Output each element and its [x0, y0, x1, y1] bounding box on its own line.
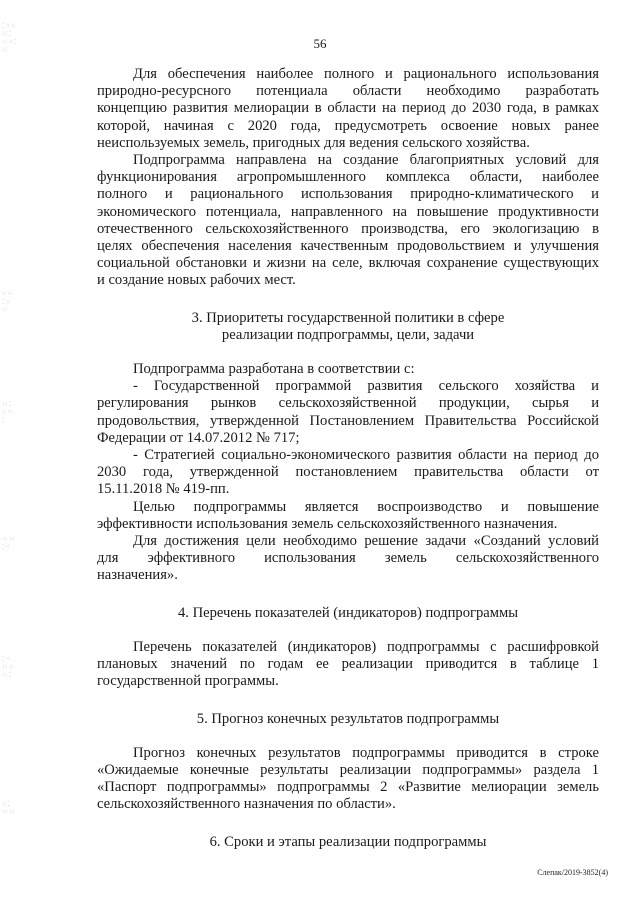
text-line: неиспользуемых земель, пригодных для ведения сельского хозяйства.	[97, 134, 530, 151]
text-line: 15.11.2018 № 419-пп.	[97, 481, 230, 498]
page-number: 56	[313, 36, 327, 51]
spacer	[97, 728, 599, 745]
text-line: Целью подпрограммы является воспроизводство и повышение	[133, 498, 599, 515]
text-line: 2030 года, утвержденной постановлением правительства области от	[97, 464, 599, 481]
text-line: государственной программы.	[97, 673, 279, 690]
text-line: Подпрограмма разработана в соответствии с:	[133, 361, 415, 378]
scan-margin-noise: ⁖⁚ ⁘⁙	[2, 800, 16, 816]
paragraph	[97, 639, 599, 691]
text-line: - Государственной программой развития сельского хозяйства и	[133, 378, 599, 395]
text-line: Перечень показателей (индикаторов) подпрограммы с расшифровкой	[133, 638, 599, 655]
paragraph	[97, 745, 599, 814]
spacer	[97, 290, 599, 310]
heading-line: 5. Прогноз конечных результатов подпрограммы	[196, 710, 500, 727]
section-heading	[97, 834, 599, 851]
text-line: Для достижения цели необходимо решение задачи «Созданий условий	[133, 533, 599, 550]
text-line: Подпрограмма направлена на создание благоприятных условий для	[133, 152, 599, 169]
text-line: эффективности использования земель сельскохозяйственного назначения.	[97, 515, 558, 532]
text-line: функционирования агропромышленного комплекса области, наиболее	[97, 169, 599, 186]
text-line: Федерации от 14.07.2012 № 717;	[97, 429, 300, 446]
text-line: концепцию развития мелиорации в области на период до 2030 года, в рамках	[97, 100, 599, 117]
text-line: социальной обстановки и жизни на селе, включая сохранение существующих	[97, 255, 599, 272]
text-line: плановых значений по годам ее реализации приводится в таблице 1	[97, 656, 599, 673]
text-line: Прогноз конечных результатов подпрограммы приводится в строке	[133, 744, 599, 761]
text-line: экономического потенциала, направленного на повышение продуктивности	[97, 203, 599, 220]
scan-margin-noise: ⁖⁘ ⁚⁙ ⁘	[2, 290, 14, 314]
paragraph	[97, 152, 599, 290]
paragraph	[97, 361, 599, 378]
section-heading	[97, 711, 599, 728]
text-line: целях обеспечения населения качественным продовольствием и улучшения	[97, 238, 599, 255]
section-heading	[97, 605, 599, 622]
text-line: - Стратегией социально-экономического развития области на период до	[133, 447, 599, 464]
heading-line: 3. Приоритеты государственной политики в сфере	[191, 309, 505, 326]
scan-margin-noise: ⁚⁘ ⁙⁖ ⁘⁚	[2, 655, 14, 679]
text-line: Для обеспечения наиболее полного и рационального использования	[133, 66, 599, 82]
paragraph	[97, 66, 599, 152]
scan-margin-noise: ⁘⁙ ⁚⁖	[2, 535, 16, 551]
spacer	[97, 814, 599, 834]
spacer	[97, 851, 599, 868]
spacer	[97, 691, 599, 711]
section-heading	[97, 310, 599, 344]
text-line: «Ожидаемые конечные результаты реализации подпрограммы» раздела 1	[97, 761, 599, 778]
text-line: отечественного сельскохозяйственного производства, его экологизацию в	[97, 220, 599, 237]
text-line: «Паспорт подпрограммы» подпрограммы 2 «Развитие мелиорации земель	[97, 779, 599, 796]
spacer	[97, 585, 599, 605]
heading-line: 4. Перечень показателей (индикаторов) подпрограммы	[177, 604, 519, 621]
text-line: которой, начиная с 2020 года, предусмотреть освоение новых ранее	[97, 117, 599, 134]
heading-line: 6. Сроки и этапы реализации подпрограммы	[209, 833, 487, 850]
footer-reference: Слепак/2019-3852(4)	[537, 868, 608, 877]
scan-margin-noise: ⁙⁚ ⁖⁘ ⁚	[2, 400, 14, 424]
text-line: для эффективного использования земель сельскохозяйственного	[97, 550, 599, 567]
document-body	[97, 66, 599, 868]
text-line: продовольствия, утвержденной Постановлением Правительства Российской	[97, 412, 599, 429]
paragraph	[97, 499, 599, 533]
paragraph	[97, 533, 599, 585]
text-line: регулирования рынков сельскохозяйственной продукции, сырья и	[97, 395, 599, 412]
scan-margin-noise: ⁚⁖⁘ ⁙⁚ ⁘⁖⁚ ⁙	[2, 22, 18, 54]
paragraph	[97, 378, 599, 447]
text-line: сельскохозяйственного назначения по области».	[97, 796, 396, 813]
text-line: природно-ресурсного потенциала области необходимо разработать	[97, 83, 599, 100]
text-line: назначения».	[97, 567, 178, 584]
text-line: полного и рационального использования природно-климатического и	[97, 186, 599, 203]
spacer	[97, 622, 599, 639]
spacer	[97, 344, 599, 361]
text-line: и создание новых рабочих мест.	[97, 272, 296, 289]
paragraph	[97, 447, 599, 499]
heading-line: реализации подпрограммы, цели, задачи	[221, 326, 475, 343]
